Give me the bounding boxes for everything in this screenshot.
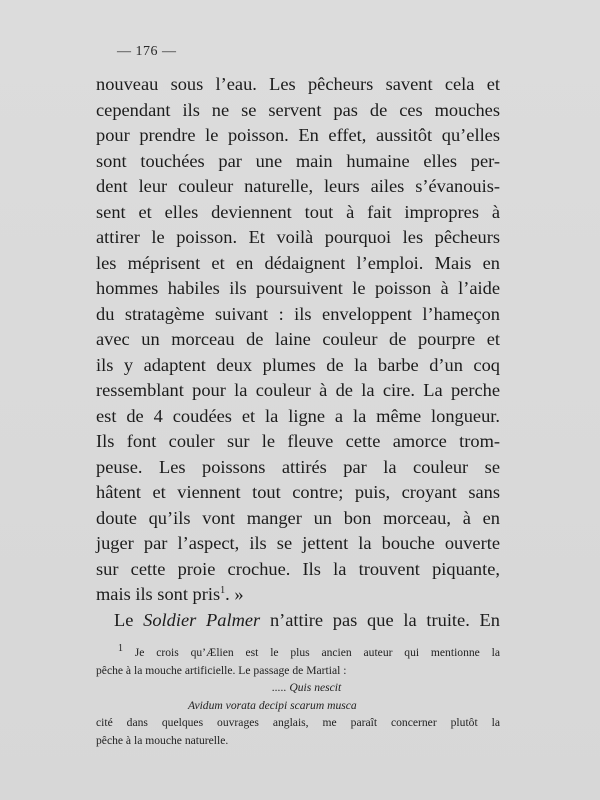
page-number: — 176 — [117, 44, 177, 59]
footnote-marker: 1 [118, 643, 123, 655]
text-line: avec un morceau de laine couleur de pourpre et [96, 329, 500, 349]
footnote-line: pêche à la mouche artificielle. Le passage de Martial : [96, 663, 347, 677]
footnote-line: cité dans quelques ouvrages anglais, me paraît concerner plutôt la [96, 716, 500, 729]
footnote-block [96, 644, 500, 749]
paragraph-start-line [96, 608, 500, 634]
text-line: hommes habiles ils poursuivent le poisson à l’aide [96, 278, 500, 298]
text-line: sent et elles deviennent tout à fait impropres à [96, 201, 500, 222]
fly-name-italic: Soldier Palmer [143, 609, 261, 630]
paragraph-prefix: Le [114, 609, 144, 630]
text-line: ils y adaptent deux plumes de la barbe d’un coq [96, 354, 500, 375]
text-line: sont touchées par une main humaine elles per- [96, 150, 500, 171]
text-line: hâtent et viennent tout contre; puis, croyant sans [96, 482, 500, 502]
latin-quote-line: ..... Quis nescit [272, 681, 342, 694]
text-line: juger par l’aspect, ils se jettent la bouche ouverte [96, 533, 500, 553]
text-line: dent leur couleur naturelle, leurs ailes s’évanouis- [96, 176, 500, 196]
text-line: sur cette proie crochue. Ils la trouvent piquante, [96, 558, 500, 579]
quote-end-line [96, 582, 500, 608]
quote-end-text: mais ils sont pris [96, 584, 221, 604]
text-line: attirer le poisson. Et voilà pourquoi les pêcheurs [96, 227, 500, 247]
paragraph-suffix: n’attire pas que la truite. En [260, 609, 500, 630]
quote-closing: . » [225, 584, 244, 604]
text-line: les méprisent et en dédaignent l’emploi. Mais en [96, 252, 500, 273]
latin-quote-line: Avidum vorata decipi scarum musca [188, 698, 357, 712]
footnote-line: pêche à la mouche naturelle. [96, 733, 229, 747]
text-line: peuse. Les poissons attirés par la couleur se [96, 456, 500, 477]
text-line: est de 4 coudées et la ligne a la même longueur. [96, 405, 500, 426]
text-line: nouveau sous l’eau. Les pêcheurs savent cela et [96, 74, 500, 94]
text-line: du stratagème suivant : ils enveloppent l’hameçon [96, 303, 500, 324]
text-line: cependant ils ne se servent pas de ces mouches [96, 99, 500, 120]
text-line: pour prendre le poisson. En effet, aussitôt qu’elles [96, 125, 500, 145]
footnote-reference[interactable]: 1 [220, 584, 226, 596]
footnote-line: $^1$ Je crois qu’Ælien est le plus ancien auteur qui mentionne la [118, 643, 500, 659]
text-line: ressemblant pour la couleur à de la cire. La perche [96, 380, 500, 400]
text-line: doute qu’ils vont manger un bon morceau, à en [96, 507, 500, 528]
main-text [96, 72, 500, 633]
text-line: Ils font couler sur le fleuve cette amorce trom- [96, 431, 500, 451]
